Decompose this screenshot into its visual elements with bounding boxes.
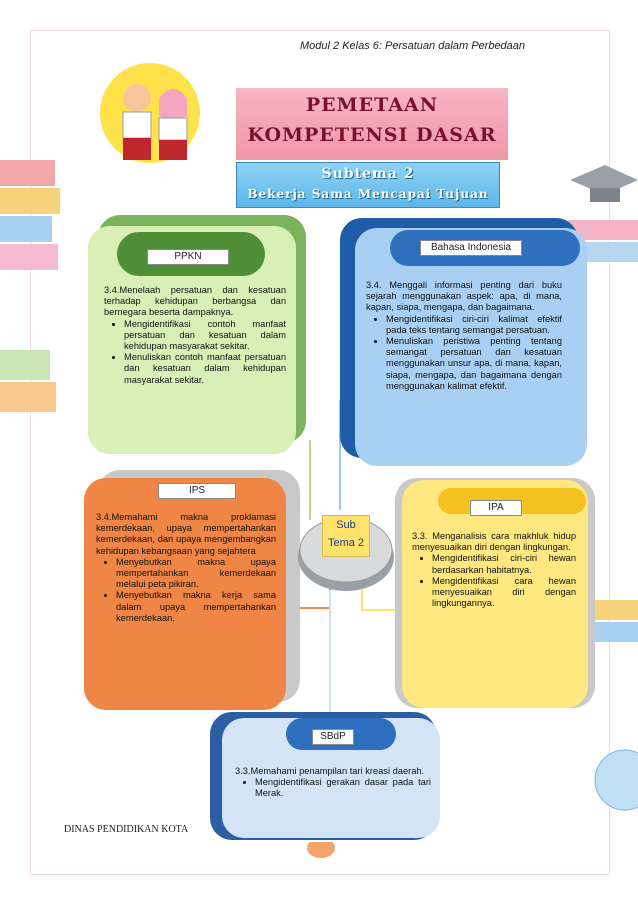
ips-tag: IPS xyxy=(158,483,236,499)
bindo-tag: Bahasa Indonesia xyxy=(420,240,522,256)
title-line-1: PEMETAAN xyxy=(305,94,439,116)
sbdp-item-1: • Mengidentifikasi gerakan dasar pada tari Merak. xyxy=(255,777,431,799)
bindo-item-2: • Menuliskan peristiwa penting tentang semangat persatuan dan kesatuan menggunakan unsur apa, di mana, kapan, siapa, mengapa, dan bagaimana dengan menggunakan kalimat efektif. xyxy=(386,336,562,392)
ppkn-tag: PPKN xyxy=(147,249,229,265)
title-line-2: KOMPETENSI DASAR xyxy=(247,124,497,146)
module-header: Modul 2 Kelas 6: Persatuan dalam Perbedaan xyxy=(300,40,526,52)
ipa-tag: IPA xyxy=(470,500,522,516)
ips-item-1: • Menyebutkan makna upaya mempertahankan kemerdekaan melalui peta pikiran. xyxy=(116,557,276,591)
center-node xyxy=(322,515,370,557)
sbdp-content xyxy=(235,766,431,800)
ips-content xyxy=(96,512,276,624)
ppkn-kd: 3.4.Menelaah persatuan dan kesatuan terhadap kehidupan berbangsa dan bernegara beserta dampaknya. xyxy=(104,285,286,318)
ipa-kd: 3.3. Menganalisis cara makhluk hidup menyesuaikan diri dengan lingkungan. xyxy=(412,531,576,553)
ppkn-content xyxy=(104,285,286,386)
ips-kd: 3.4.Memahami makna proklamasi kemerdekaan, upaya mempertahankan kemerdekaan, dan upaya mengembangkan kehidupan kebangsaan yang sejahtera xyxy=(96,512,276,556)
center-line-2: Tema 2 xyxy=(327,537,365,549)
center-line-1: Sub xyxy=(336,519,356,531)
ipa-item-1: • Mengidentifikasi ciri-ciri hewan berdasarkan habitatnya. xyxy=(432,553,576,575)
sbdp-tag: SBdP xyxy=(312,729,354,745)
subtitle-line-1: Subtema 2 xyxy=(321,166,415,182)
bindo-item-1: • Mengidentifikasi ciri-ciri kalimat efektif pada teks tentang semangat persatuan. xyxy=(386,314,562,336)
footer-text: DINAS PENDIDIKAN KOTA xyxy=(64,824,189,835)
ips-item-2: • Menyebutkan makna kerja sama dalam upaya mempertahankan kemerdekaan. xyxy=(116,590,276,624)
ipa-content xyxy=(412,531,576,609)
bottom-ornament xyxy=(305,842,337,860)
ppkn-item-1: • Mengidentifikasi contoh manfaat persatuan dan kesatuan dalam kehidupan masyarakat sekitar. xyxy=(124,319,286,353)
subtitle-line-2: Bekerja Sama Mencapai Tujuan xyxy=(247,187,489,201)
ipa-item-2: • Mengidentifikasi cara hewan menyesuaikan diri dengan lingkungannya. xyxy=(432,576,576,610)
sbdp-kd: 3.3.Memahami penampilan tari kreasi daerah. xyxy=(235,766,425,776)
ppkn-item-2: • Menuliskan contoh manfaat persatuan dan kesatuan dalam kehidupan masyarakat sekitar. xyxy=(124,352,286,386)
bindo-kd: 3.4. Menggali informasi penting dari buku sejarah menggunakan aspek: apa, di mana, kapan, siapa, mengapa, dan bagaimana. xyxy=(366,280,562,313)
bindo-content xyxy=(366,280,562,392)
